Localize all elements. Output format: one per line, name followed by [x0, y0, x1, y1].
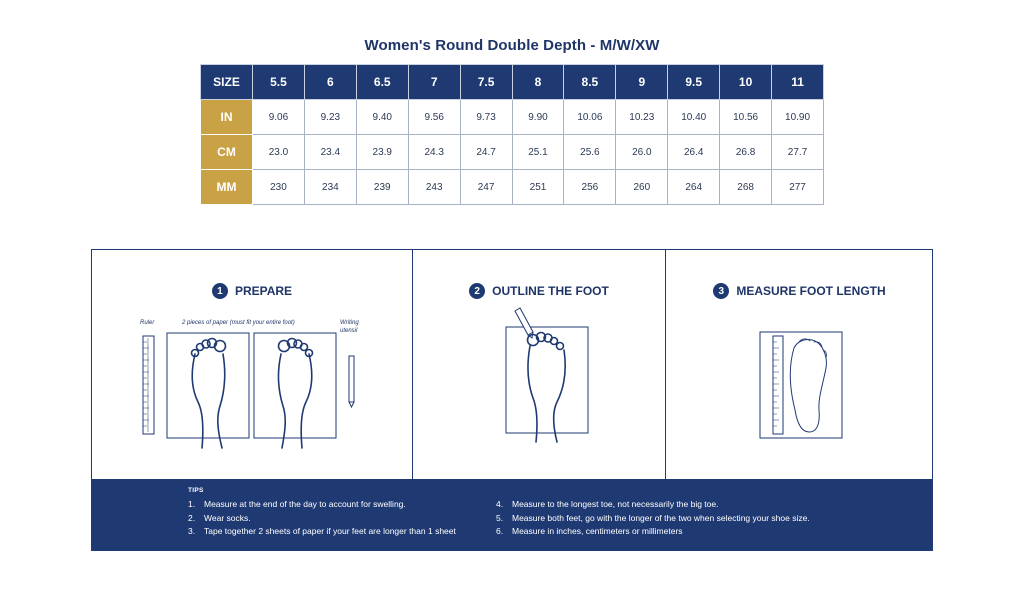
utensil-caption-line2: utensil	[340, 328, 358, 334]
tip-item	[496, 526, 810, 540]
pencil-icon	[515, 308, 533, 338]
tips-heading: TIPS	[188, 487, 204, 494]
value-cell: 260	[616, 170, 668, 205]
value-cell: 10.06	[564, 100, 616, 135]
foot-icon	[279, 339, 313, 449]
table-header-row	[201, 65, 824, 100]
size-cell: 9	[616, 65, 668, 100]
tip-text: Measure to the longest toe, not necessarily the big toe.	[512, 499, 719, 509]
value-cell: 234	[304, 170, 356, 205]
page-title: Women's Round Double Depth - M/W/XW	[364, 37, 660, 54]
tip-text: Measure both feet, go with the longer of the two when selecting your shoe size.	[512, 512, 810, 523]
step-number-badge: 2	[469, 283, 485, 299]
unit-label-cell: MM	[201, 170, 253, 205]
paper-caption: 2 pieces of paper (must fit your entire foot)	[182, 320, 295, 326]
value-cell: 10.90	[772, 100, 824, 135]
value-cell: 26.4	[668, 135, 720, 170]
value-cell: 24.7	[460, 135, 512, 170]
ruler-caption: Ruler	[140, 320, 155, 326]
size-chart-table	[200, 64, 824, 205]
value-cell: 10.40	[668, 100, 720, 135]
size-cell: 11	[772, 65, 824, 100]
ruler-icon	[143, 336, 154, 434]
value-cell: 9.73	[460, 100, 512, 135]
measure-illustration	[666, 250, 933, 479]
foot-icon	[528, 333, 566, 443]
size-cell: 6	[304, 65, 356, 100]
size-cell: 8.5	[564, 65, 616, 100]
value-cell: 277	[772, 170, 824, 205]
ruler-icon	[773, 336, 783, 434]
tip-number: 3.	[188, 526, 196, 536]
size-cell: 7	[408, 65, 460, 100]
value-cell: 10.56	[720, 100, 772, 135]
tips-bar	[92, 479, 932, 550]
value-cell: 10.23	[616, 100, 668, 135]
size-cell: 7.5	[460, 65, 512, 100]
pencil-icon	[349, 356, 354, 407]
tip-text: Tape together 2 sheets of paper if your feet are longer than 1 sheet	[204, 526, 456, 536]
step-panel-prepare	[92, 250, 413, 479]
tip-text: Wear socks.	[204, 512, 251, 523]
paper-sheet-icon	[760, 332, 842, 438]
table-row-in	[201, 100, 824, 135]
value-cell: 247	[460, 170, 512, 205]
value-cell: 26.8	[720, 135, 772, 170]
value-cell: 239	[356, 170, 408, 205]
measuring-guide	[91, 249, 933, 551]
value-cell: 25.6	[564, 135, 616, 170]
tip-text: Measure in inches, centimeters or millimeters	[512, 526, 683, 536]
value-cell: 9.56	[408, 100, 460, 135]
size-cell: 5.5	[253, 65, 305, 100]
value-cell: 268	[720, 170, 772, 205]
tip-number: 1.	[188, 499, 196, 509]
size-header-cell: SIZE	[201, 65, 253, 100]
tip-item	[188, 526, 456, 540]
tip-item	[188, 513, 456, 527]
value-cell: 264	[668, 170, 720, 205]
tips-column-left	[188, 499, 456, 540]
step-panel-outline	[413, 250, 666, 479]
value-cell: 9.90	[512, 100, 564, 135]
value-cell: 230	[253, 170, 305, 205]
value-cell: 9.06	[253, 100, 305, 135]
value-cell: 24.3	[408, 135, 460, 170]
value-cell: 23.9	[356, 135, 408, 170]
step-panel-measure	[666, 250, 933, 479]
unit-label-cell: IN	[201, 100, 253, 135]
value-cell: 9.23	[304, 100, 356, 135]
step-title: OUTLINE THE FOOT	[492, 284, 609, 298]
value-cell: 26.0	[616, 135, 668, 170]
size-cell: 9.5	[668, 65, 720, 100]
value-cell: 27.7	[772, 135, 824, 170]
step-title: MEASURE FOOT LENGTH	[736, 284, 886, 298]
size-cell: 8	[512, 65, 564, 100]
step-title: PREPARE	[234, 284, 293, 298]
size-cell: 10	[720, 65, 772, 100]
value-cell: 9.40	[356, 100, 408, 135]
outline-illustration	[413, 250, 666, 479]
table-row-cm	[201, 135, 824, 170]
tip-text: Measure at the end of the day to account for swelling.	[204, 499, 406, 509]
step-number-badge: 1	[212, 283, 228, 299]
value-cell: 23.4	[304, 135, 356, 170]
tip-number: 4.	[496, 499, 504, 509]
unit-label-cell: CM	[201, 135, 253, 170]
tip-item	[496, 513, 810, 527]
foot-icon	[790, 339, 826, 432]
tips-column-right	[496, 499, 810, 540]
step-number-badge: 3	[713, 283, 729, 299]
value-cell: 25.1	[512, 135, 564, 170]
tip-number: 6.	[496, 526, 504, 536]
value-cell: 251	[512, 170, 564, 205]
tip-item	[188, 499, 456, 513]
value-cell: 23.0	[253, 135, 305, 170]
tip-number: 2.	[188, 512, 196, 523]
paper-sheet-icon	[506, 327, 588, 433]
size-cell: 6.5	[356, 65, 408, 100]
value-cell: 256	[564, 170, 616, 205]
prepare-illustration	[92, 250, 413, 479]
utensil-caption-line1: Writing	[340, 320, 359, 326]
tip-item	[496, 499, 810, 513]
foot-icon	[192, 339, 226, 449]
table-row-mm	[201, 170, 824, 205]
tip-number: 5.	[496, 512, 504, 523]
value-cell: 243	[408, 170, 460, 205]
